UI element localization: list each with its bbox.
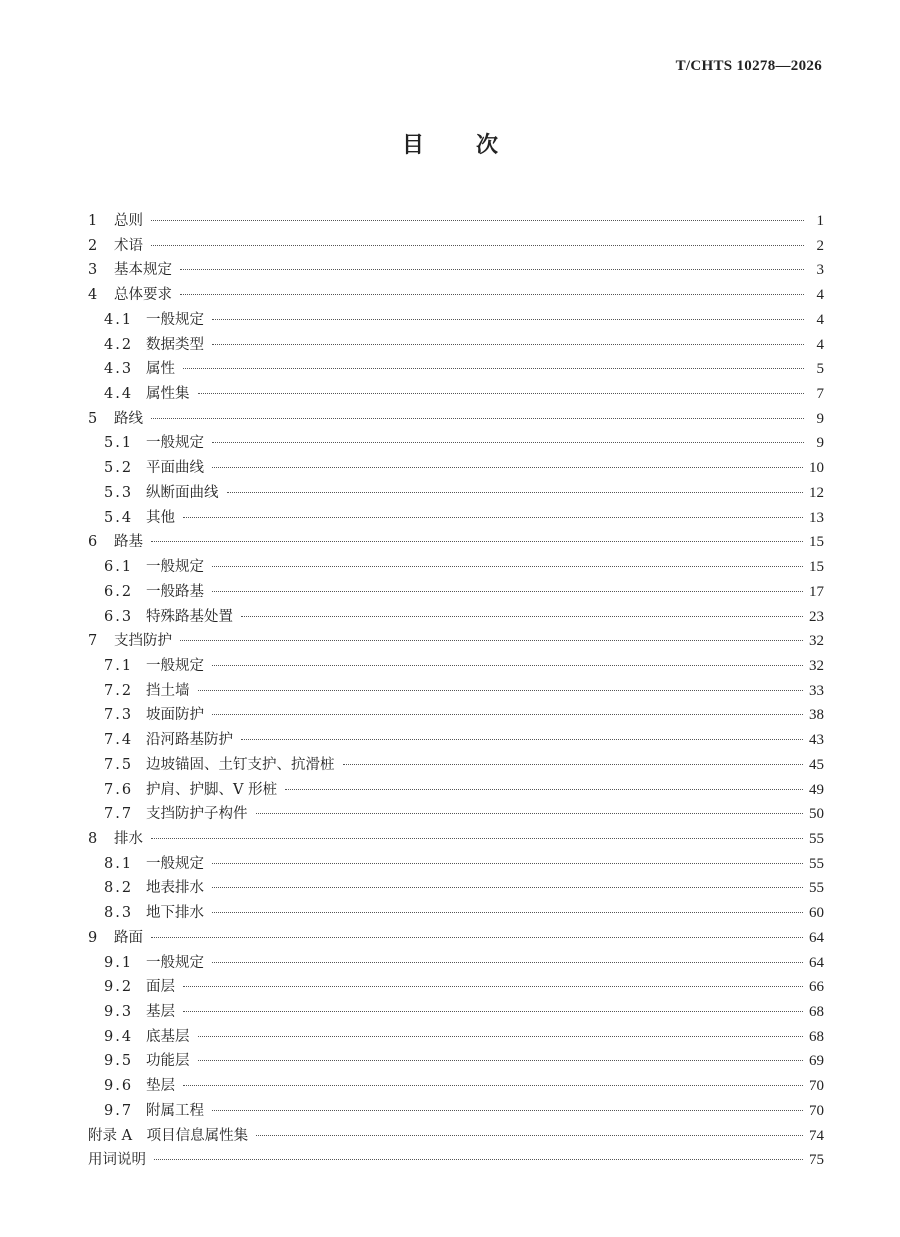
toc-entry-title: 支挡防护子构件 bbox=[146, 806, 248, 823]
toc-entry-number: 5.4 bbox=[104, 509, 134, 526]
dot-leader bbox=[154, 1159, 803, 1160]
toc-entry[interactable] bbox=[88, 1025, 824, 1050]
toc-page-number: 55 bbox=[809, 830, 824, 847]
toc-entry[interactable] bbox=[88, 951, 824, 976]
dot-leader bbox=[212, 319, 804, 320]
toc-entry[interactable] bbox=[88, 753, 824, 778]
dot-leader bbox=[212, 591, 803, 592]
toc-entry[interactable] bbox=[88, 926, 824, 951]
toc-page-number: 55 bbox=[809, 855, 824, 872]
toc-page-number: 1 bbox=[816, 213, 824, 229]
toc-entry[interactable] bbox=[88, 876, 824, 901]
toc-entry-title: 附属工程 bbox=[146, 1102, 204, 1119]
toc-entry-title: 功能层 bbox=[146, 1053, 190, 1070]
dot-leader bbox=[183, 368, 804, 369]
toc-entry-title: 沿河路基防护 bbox=[146, 732, 233, 749]
toc-entry-title: 总则 bbox=[114, 213, 143, 229]
toc-entry[interactable] bbox=[88, 1099, 824, 1124]
toc-page-number: 15 bbox=[809, 559, 824, 576]
toc-entry-number: 7.3 bbox=[104, 707, 134, 724]
toc-entry[interactable] bbox=[88, 209, 824, 234]
dot-leader bbox=[256, 813, 804, 814]
toc-entry[interactable] bbox=[88, 703, 824, 728]
toc-entry-title: 一般规定 bbox=[146, 657, 204, 674]
dot-leader bbox=[212, 1110, 803, 1111]
toc-entry-number: 8.3 bbox=[104, 905, 134, 922]
toc-entry-number: 4.2 bbox=[104, 336, 134, 353]
dot-leader bbox=[212, 665, 803, 666]
toc-page-number: 45 bbox=[809, 756, 824, 773]
dot-leader bbox=[151, 418, 804, 419]
toc-entry-title: 数据类型 bbox=[146, 336, 204, 353]
toc-entry-title: 路面 bbox=[114, 929, 143, 946]
toc-entry[interactable] bbox=[88, 333, 824, 358]
dot-leader bbox=[241, 739, 803, 740]
dot-leader bbox=[212, 344, 804, 345]
toc-entry[interactable] bbox=[88, 357, 824, 382]
toc-entry-title: 一般规定 bbox=[146, 855, 204, 872]
toc-entry-title: 路线 bbox=[114, 410, 143, 427]
toc-entry[interactable] bbox=[88, 1000, 824, 1025]
toc-page-number: 9 bbox=[816, 410, 824, 427]
toc-entry[interactable] bbox=[88, 382, 824, 407]
toc-page-number: 7 bbox=[816, 386, 824, 403]
table-of-contents bbox=[88, 209, 824, 1173]
dot-leader bbox=[343, 764, 804, 765]
toc-entry-number: 1 bbox=[88, 213, 98, 229]
dot-leader bbox=[183, 1011, 803, 1012]
toc-entry[interactable] bbox=[88, 1148, 824, 1173]
toc-page-number: 74 bbox=[809, 1127, 824, 1144]
toc-page-number: 43 bbox=[809, 732, 824, 749]
dot-leader bbox=[212, 442, 804, 443]
toc-entry-number: 7.6 bbox=[104, 781, 134, 798]
toc-page-number: 64 bbox=[809, 954, 824, 971]
dot-leader bbox=[180, 269, 804, 270]
toc-entry-number: 8.2 bbox=[104, 880, 134, 897]
dot-leader bbox=[212, 467, 803, 468]
dot-leader bbox=[151, 937, 803, 938]
toc-entry-number: 6.3 bbox=[104, 608, 134, 625]
toc-page-number: 17 bbox=[809, 583, 824, 600]
toc-entry-title: 属性 bbox=[146, 361, 175, 378]
toc-entry[interactable] bbox=[88, 1074, 824, 1099]
toc-page-number: 70 bbox=[809, 1102, 824, 1119]
toc-entry-number: 8 bbox=[88, 830, 98, 847]
toc-entry-number: 9.5 bbox=[104, 1053, 134, 1070]
toc-entry[interactable] bbox=[88, 407, 824, 432]
dot-leader bbox=[198, 690, 804, 691]
toc-entry-number: 4 bbox=[88, 287, 98, 304]
toc-entry-title: 属性集 bbox=[146, 386, 190, 403]
toc-entry-number: 9.4 bbox=[104, 1028, 134, 1045]
toc-entry[interactable] bbox=[88, 456, 824, 481]
toc-entry-number: 7.2 bbox=[104, 682, 134, 699]
toc-page-number: 13 bbox=[809, 509, 824, 526]
toc-entry[interactable] bbox=[88, 481, 824, 506]
toc-entry-number: 7 bbox=[88, 633, 98, 650]
toc-entry-number: 6.1 bbox=[104, 559, 134, 576]
toc-entry-title: 排水 bbox=[114, 830, 143, 847]
dot-leader bbox=[151, 838, 803, 839]
toc-entry[interactable] bbox=[88, 283, 824, 308]
document-code: T/CHTS 10278—2026 bbox=[675, 58, 822, 74]
toc-entry-number: 9.6 bbox=[104, 1078, 134, 1095]
toc-entry-title: 地下排水 bbox=[146, 905, 204, 922]
toc-page-number: 15 bbox=[809, 534, 824, 551]
toc-entry-number: 4.1 bbox=[104, 311, 134, 328]
toc-entry-number: 7.1 bbox=[104, 657, 134, 674]
toc-entry-number: 7.7 bbox=[104, 806, 134, 823]
toc-entry-number: 4.4 bbox=[104, 386, 134, 403]
toc-page-number: 32 bbox=[809, 657, 824, 674]
dot-leader bbox=[212, 962, 803, 963]
toc-entry-number: 7.5 bbox=[104, 756, 134, 773]
dot-leader bbox=[183, 517, 803, 518]
toc-page-number: 69 bbox=[809, 1053, 824, 1070]
toc-entry-title: 一般路基 bbox=[146, 583, 204, 600]
toc-entry-title: 一般规定 bbox=[146, 559, 204, 576]
toc-page-number: 68 bbox=[809, 1028, 824, 1045]
toc-entry-number: 7.4 bbox=[104, 732, 134, 749]
toc-entry[interactable] bbox=[88, 555, 824, 580]
toc-entry-number: 5.2 bbox=[104, 460, 134, 477]
toc-entry-number: 9.1 bbox=[104, 954, 134, 971]
dot-leader bbox=[285, 789, 803, 790]
dot-leader bbox=[198, 1036, 804, 1037]
toc-entry-title: 用词说明 bbox=[88, 1152, 146, 1169]
toc-page-number: 70 bbox=[809, 1078, 824, 1095]
toc-entry-title: 一般规定 bbox=[146, 954, 204, 971]
toc-page-number: 33 bbox=[809, 682, 824, 699]
toc-entry[interactable] bbox=[88, 308, 824, 333]
toc-page-number: 9 bbox=[816, 435, 824, 452]
toc-page-number: 5 bbox=[816, 361, 824, 378]
toc-entry-title: 边坡锚固、土钉支护、抗滑桩 bbox=[146, 756, 335, 773]
dot-leader bbox=[212, 863, 803, 864]
toc-entry-number: 9.2 bbox=[104, 979, 134, 996]
toc-entry-number: 2 bbox=[88, 237, 98, 254]
dot-leader bbox=[227, 492, 804, 493]
toc-entry-title: 基本规定 bbox=[114, 262, 172, 279]
toc-entry-number: 6 bbox=[88, 534, 98, 551]
dot-leader bbox=[212, 566, 803, 567]
toc-entry-title: 术语 bbox=[114, 237, 143, 254]
toc-entry-title: 底基层 bbox=[146, 1028, 190, 1045]
toc-page-number: 12 bbox=[809, 484, 824, 501]
toc-entry-title: 路基 bbox=[114, 534, 143, 551]
dot-leader bbox=[180, 294, 804, 295]
toc-entry[interactable] bbox=[88, 728, 824, 753]
toc-page-number: 4 bbox=[816, 336, 824, 353]
toc-entry-title: 护肩、护脚、V 形桩 bbox=[146, 781, 278, 798]
toc-entry[interactable] bbox=[88, 258, 824, 283]
dot-leader bbox=[212, 714, 803, 715]
toc-page-number: 75 bbox=[809, 1152, 824, 1169]
toc-entry-title: 附录 A 项目信息属性集 bbox=[88, 1127, 249, 1144]
toc-entry-number: 5.1 bbox=[104, 435, 134, 452]
toc-entry-number: 6.2 bbox=[104, 583, 134, 600]
toc-entry-title: 挡土墙 bbox=[146, 682, 190, 699]
toc-entry-number: 3 bbox=[88, 262, 98, 279]
toc-entry[interactable] bbox=[88, 506, 824, 531]
toc-entry-title: 面层 bbox=[146, 979, 175, 996]
dot-leader bbox=[183, 986, 803, 987]
toc-page-number: 32 bbox=[809, 633, 824, 650]
toc-page-number: 55 bbox=[809, 880, 824, 897]
dot-leader bbox=[180, 640, 803, 641]
dot-leader bbox=[198, 393, 805, 394]
toc-entry-number: 9 bbox=[88, 929, 98, 946]
toc-entry-title: 其他 bbox=[146, 509, 175, 526]
toc-entry-title: 纵断面曲线 bbox=[146, 484, 219, 501]
toc-entry[interactable] bbox=[88, 431, 824, 456]
toc-entry[interactable] bbox=[88, 679, 824, 704]
page-title: 目次 bbox=[401, 133, 550, 158]
toc-page-number: 49 bbox=[809, 781, 824, 798]
toc-page-number: 64 bbox=[809, 929, 824, 946]
toc-entry-number: 5 bbox=[88, 410, 98, 427]
dot-leader bbox=[151, 541, 803, 542]
toc-entry-number: 8.1 bbox=[104, 855, 134, 872]
toc-entry-number: 9.7 bbox=[104, 1102, 134, 1119]
dot-leader bbox=[212, 887, 803, 888]
toc-entry[interactable] bbox=[88, 580, 824, 605]
toc-entry-title: 基层 bbox=[146, 1004, 175, 1020]
toc-entry[interactable] bbox=[88, 852, 824, 877]
toc-entry[interactable] bbox=[88, 234, 824, 259]
dot-leader bbox=[151, 220, 804, 221]
toc-entry-title: 一般规定 bbox=[146, 435, 204, 452]
toc-page-number: 2 bbox=[816, 237, 824, 254]
toc-page-number: 4 bbox=[816, 311, 824, 328]
toc-entry-number: 9.3 bbox=[104, 1004, 134, 1020]
toc-entry[interactable] bbox=[88, 530, 824, 555]
toc-entry-title: 特殊路基处置 bbox=[146, 608, 233, 625]
toc-entry-title: 一般规定 bbox=[146, 311, 204, 328]
toc-entry-title: 支挡防护 bbox=[114, 633, 172, 650]
toc-entry-title: 垫层 bbox=[146, 1078, 175, 1095]
toc-page-number: 66 bbox=[809, 979, 824, 996]
toc-entry[interactable] bbox=[88, 1124, 824, 1149]
toc-entry-title: 地表排水 bbox=[146, 880, 204, 897]
toc-entry-title: 平面曲线 bbox=[146, 460, 204, 477]
toc-page-number: 3 bbox=[816, 262, 824, 279]
toc-entry-number: 4.3 bbox=[104, 361, 134, 378]
toc-page-number: 10 bbox=[809, 460, 824, 477]
toc-page-number: 38 bbox=[809, 707, 824, 724]
toc-entry[interactable] bbox=[88, 1049, 824, 1074]
toc-entry[interactable] bbox=[88, 778, 824, 803]
toc-page-number: 4 bbox=[816, 287, 824, 304]
toc-entry[interactable] bbox=[88, 629, 824, 654]
toc-entry[interactable] bbox=[88, 605, 824, 630]
toc-entry[interactable] bbox=[88, 901, 824, 926]
toc-entry[interactable] bbox=[88, 827, 824, 852]
toc-entry[interactable] bbox=[88, 802, 824, 827]
toc-entry-title: 总体要求 bbox=[114, 287, 172, 304]
toc-entry[interactable] bbox=[88, 975, 824, 1000]
dot-leader bbox=[183, 1085, 803, 1086]
dot-leader bbox=[256, 1135, 803, 1136]
toc-page-number: 50 bbox=[809, 806, 824, 823]
dot-leader bbox=[198, 1060, 804, 1061]
toc-page-number: 60 bbox=[809, 905, 824, 922]
dot-leader bbox=[212, 912, 803, 913]
toc-entry-title: 坡面防护 bbox=[146, 707, 204, 724]
toc-page-number: 23 bbox=[809, 608, 824, 625]
dot-leader bbox=[151, 245, 804, 246]
dot-leader bbox=[241, 616, 803, 617]
toc-page-number: 68 bbox=[809, 1004, 824, 1020]
toc-entry[interactable] bbox=[88, 654, 824, 679]
toc-entry-number: 5.3 bbox=[104, 484, 134, 501]
